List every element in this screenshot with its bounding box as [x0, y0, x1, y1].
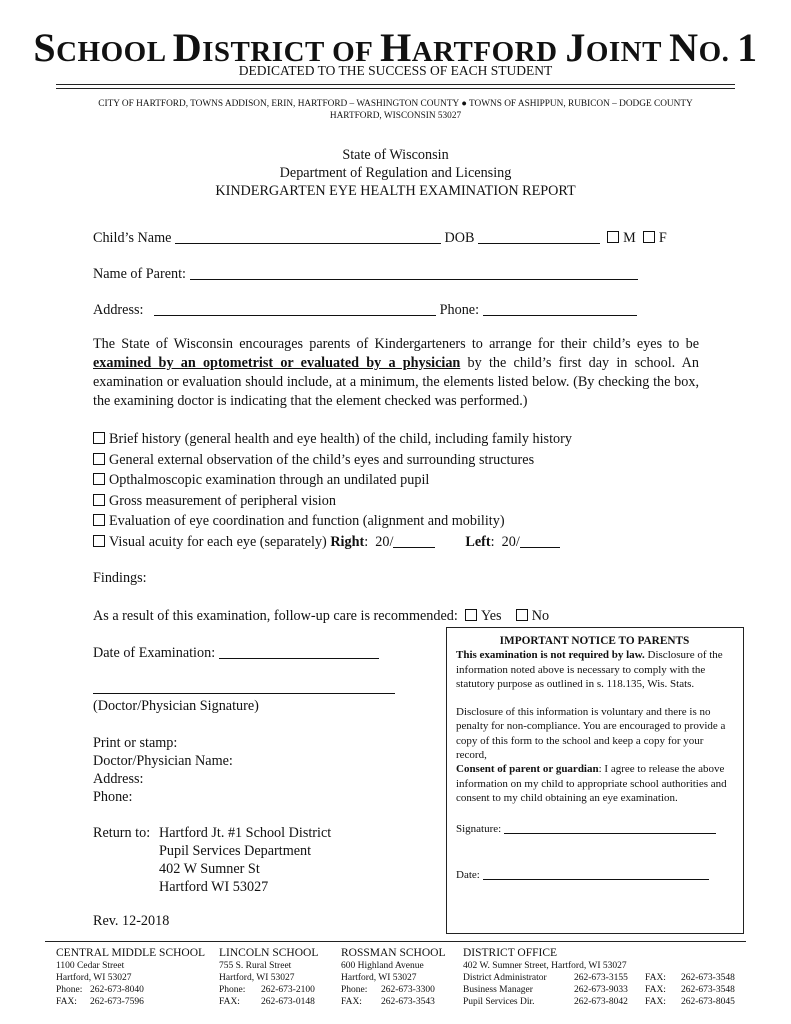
title-letter: S: [33, 25, 57, 70]
signature-line[interactable]: [93, 693, 395, 694]
checklist-checkbox[interactable]: [93, 535, 105, 547]
title-letter: H: [380, 25, 412, 70]
checklist-item-label: General external observation of the child’s eyes and surrounding structures: [109, 451, 535, 468]
fax-label: FAX:: [219, 997, 240, 1007]
contact-title: District Administrator: [463, 973, 547, 983]
fax-label: FAX:: [645, 985, 666, 995]
followup-no-label: No: [531, 608, 550, 624]
notice-title: IMPORTANT NOTICE TO PARENTS: [499, 635, 690, 647]
school-name: ROSSMAN SCHOOL: [341, 947, 446, 959]
intro-text-end: by the child’s first day in school. An examination or evaluation should include, at a minimum, the elements listed below. (By checking the box, the examining doctor is indicating that the element checked was performed.): [93, 355, 700, 409]
form-title: KINDERGARTEN EYE HEALTH EXAMINATION REPORT: [215, 183, 576, 199]
district-office-name: DISTRICT OFFICE: [463, 947, 558, 959]
doctor-phone-label: Phone:: [93, 789, 133, 805]
checklist-checkbox[interactable]: [93, 453, 105, 465]
checklist-checkbox[interactable]: [93, 473, 105, 485]
consent-text: : I agree to release the above information on my child to appropriate school authorities and consent to my child obtaining an eye examination.: [456, 763, 727, 804]
checklist-item: [93, 429, 572, 450]
acuity-right-prefix: 20/: [375, 533, 394, 550]
doctor-stamp-block: [93, 734, 233, 806]
school-phone-row: [219, 984, 318, 996]
doctor-address-label: Address:: [93, 771, 144, 787]
notice-signature-label: Signature:: [456, 823, 502, 836]
department-name: Department of Regulation and Licensing: [279, 165, 512, 181]
school-phone: 262-673-2100: [261, 985, 315, 995]
exam-date-field[interactable]: [219, 645, 379, 659]
consent-bold: Consent of parent or guardian: [456, 763, 599, 776]
doctor-name-label: Doctor/Physician Name:: [93, 753, 233, 769]
checklist-item: [93, 470, 572, 491]
district-address: [40, 98, 751, 122]
acuity-left-field[interactable]: [520, 534, 560, 548]
fax-label: FAX:: [645, 973, 666, 983]
school-name: LINCOLN SCHOOL: [219, 947, 319, 959]
title-letters: CHOOL: [56, 36, 173, 68]
print-stamp-label: Print or stamp:: [93, 735, 178, 751]
notice-consent: [456, 762, 733, 805]
school-fax: 262-673-7596: [90, 997, 144, 1007]
checklist-item-label: Opthalmoscopic examination through an undilated pupil: [109, 472, 430, 488]
followup-label: As a result of this examination, follow-up care is recommended:: [93, 608, 458, 624]
male-checkbox[interactable]: [607, 231, 619, 243]
followup-yes-checkbox[interactable]: [465, 609, 477, 621]
parent-row: [93, 266, 638, 283]
address-line-1: CITY OF HARTFORD, TOWNS ADDISON, ERIN, HARTFORD – WASHINGTON COUNTY ● TOWNS OF ASHIPPUN, RUBICON – DODGE COUNTY: [98, 99, 693, 109]
notice-paragraph-2: Disclosure of this information is voluntary and there is no penalty for non-compliance. You are encouraged to provide a copy of this form to the school and keep a copy for your record,: [456, 706, 726, 762]
title-letters: OINT: [585, 36, 670, 68]
acuity-left-label: Left: [465, 533, 491, 550]
dob-label: DOB: [444, 230, 475, 246]
contact-fax: 262-673-3548: [681, 985, 735, 995]
phone-label: Phone:: [439, 302, 480, 318]
dob-field[interactable]: [478, 230, 600, 244]
notice-signature-field[interactable]: [504, 822, 716, 834]
child-name-field[interactable]: [175, 230, 441, 244]
footer-district-office: [463, 947, 735, 1008]
address-row: [93, 302, 637, 319]
return-to-block: [93, 824, 331, 896]
phone-label: Phone:: [219, 985, 246, 995]
contact-phone: 262-673-8042: [574, 997, 628, 1007]
state-name: State of Wisconsin: [342, 147, 449, 163]
parent-label: Name of Parent:: [93, 266, 186, 282]
address-field[interactable]: [154, 302, 436, 316]
intro-paragraph: [93, 335, 699, 411]
notice-date-label: Date:: [456, 868, 480, 881]
district-office-address: 402 W. Sumner Street, Hartford, WI 53027: [463, 961, 627, 971]
checklist-item-label: Brief history (general health and eye health) of the child, including family history: [109, 431, 572, 447]
footer-school: [341, 947, 445, 1008]
school-name: CENTRAL MIDDLE SCHOOL: [56, 947, 206, 959]
checklist-item: [93, 511, 572, 532]
title-letters: ISTRICT OF: [202, 36, 381, 68]
title-letter: D: [172, 25, 203, 70]
acuity-left-prefix: 20/: [501, 533, 520, 550]
followup-yes-label: Yes: [480, 608, 502, 624]
return-to-line: 402 W Sumner St: [159, 861, 260, 877]
checklist-item: [93, 450, 572, 471]
school-phone: 262-673-3300: [381, 985, 435, 995]
female-label: F: [658, 230, 667, 246]
contact-fax: 262-673-8045: [681, 997, 735, 1007]
contact-fax: 262-673-3548: [681, 973, 735, 983]
contact-title: Pupil Services Dir.: [463, 997, 535, 1007]
followup-no-checkbox[interactable]: [516, 609, 528, 621]
notice-signature-row: [456, 822, 733, 836]
parent-notice-box: [446, 627, 744, 934]
checklist-item-acuity: Visual acuity for each eye (separately) Right: 20/ Left: 20/: [93, 532, 572, 553]
checklist-item-label: Gross measurement of peripheral vision: [109, 492, 336, 509]
acuity-label: Visual acuity for each eye (separately): [109, 533, 331, 550]
title-letter: N: [669, 25, 699, 70]
female-checkbox[interactable]: [643, 231, 655, 243]
school-phone-row: [56, 984, 205, 996]
return-to-line: Hartford Jt. #1 School District: [159, 825, 332, 841]
title-letters: O.: [698, 36, 738, 68]
school-fax-row: [219, 996, 318, 1008]
male-label: M: [623, 230, 636, 246]
notice-date-field[interactable]: [483, 868, 709, 880]
child-info-row: [93, 230, 667, 247]
contact-phone: 262-673-3155: [574, 973, 628, 983]
child-name-label: Child’s Name: [93, 230, 172, 246]
intro-text-start: The State of Wisconsin encourages parents of Kindergarteners to arrange for their child’s eyes to be: [93, 336, 699, 352]
signature-caption: (Doctor/Physician Signature): [93, 698, 259, 714]
school-fax: 262-673-0148: [261, 997, 315, 1007]
phone-field[interactable]: [483, 302, 637, 316]
checklist-checkbox[interactable]: [93, 432, 105, 444]
school-fax-row: [56, 996, 205, 1008]
checklist-checkbox[interactable]: [93, 514, 105, 526]
header-rule-bottom: [56, 88, 735, 89]
address-line-2: HARTFORD, WISCONSIN 53027: [329, 111, 462, 121]
footer-school: [219, 947, 318, 1008]
return-to-line: Hartford WI 53027: [159, 879, 269, 895]
revision-label: Rev. 12-2018: [93, 913, 170, 929]
title-letters: ARTFORD: [411, 36, 566, 68]
district-contact-row: [463, 972, 735, 984]
return-to-label: Return to:: [93, 825, 151, 841]
phone-label: Phone:: [56, 985, 83, 995]
form-heading: [0, 146, 791, 200]
exam-checklist: [93, 429, 572, 552]
checklist-item-label: Evaluation of eye coordination and function (alignment and mobility): [109, 513, 505, 529]
address-label: Address:: [93, 302, 144, 318]
return-to-address: [159, 824, 331, 896]
district-contact-row: [463, 984, 735, 996]
title-letter: J: [565, 25, 586, 70]
footer-rule: [45, 941, 746, 942]
notice-bold: This examination is not required by law: [456, 649, 643, 662]
exam-date-row: [93, 645, 379, 662]
findings-label: Findings:: [93, 570, 147, 586]
school-street: 755 S. Rural Street: [219, 961, 292, 971]
phone-label: Phone:: [341, 985, 368, 995]
acuity-right-label: Right: [330, 533, 365, 550]
notice-date-row: [456, 868, 733, 882]
intro-emphasis: examined by an optometrist or evaluated by a physician: [93, 355, 461, 371]
school-street: 600 Highland Avenue: [341, 961, 424, 971]
fax-label: FAX:: [645, 997, 666, 1007]
district-contact-row: [463, 996, 735, 1008]
contact-phone: 262-673-9033: [574, 985, 628, 995]
header-rule-top: [56, 84, 735, 85]
school-fax-row: [341, 996, 445, 1008]
return-to-line: Pupil Services Department: [159, 843, 312, 859]
fax-label: FAX:: [56, 997, 77, 1007]
footer-school: [56, 947, 205, 1008]
fax-label: FAX:: [341, 997, 362, 1007]
school-fax: 262-673-3543: [381, 997, 435, 1007]
school-phone-row: [341, 984, 445, 996]
school-phone: 262-673-8040: [90, 985, 144, 995]
school-city: Hartford, WI 53027: [219, 973, 295, 983]
school-city: Hartford, WI 53027: [341, 973, 417, 983]
parent-name-field[interactable]: [190, 266, 638, 280]
checklist-checkbox[interactable]: [93, 494, 105, 506]
return-to-row: [93, 824, 331, 896]
title-letter: 1: [737, 25, 758, 70]
notice-paragraph-1: This examination is not required by law. Disclosure of the information noted above is necessary to comply with the statutory purpose as outlined in s. 118.135, Wis. Stats.: [456, 649, 723, 690]
contact-title: Business Manager: [463, 985, 533, 995]
exam-date-label: Date of Examination:: [93, 645, 216, 661]
district-motto: DEDICATED TO THE SUCCESS OF EACH STUDENT: [238, 63, 553, 78]
school-city: Hartford, WI 53027: [56, 973, 132, 983]
school-street: 1100 Cedar Street: [56, 961, 125, 971]
acuity-right-field[interactable]: [393, 534, 435, 548]
notice-text-1: Disclosure of the information noted above is necessary to comply with the statutory purpose as outlined in s. 118.135, Wis. Stats.: [456, 649, 723, 690]
checklist-item: [93, 491, 572, 512]
followup-row: [93, 608, 549, 625]
